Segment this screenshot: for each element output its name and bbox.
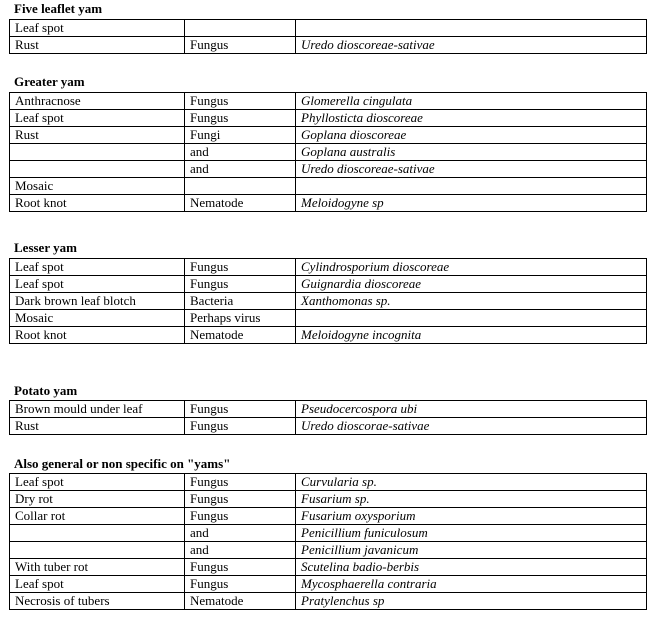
table-row (10, 474, 647, 491)
disease-cell: Leaf spot (10, 576, 185, 593)
table-row (10, 161, 647, 178)
section-title-greater-yam: Greater yam (14, 74, 85, 89)
agent-type-cell: Fungus (185, 576, 296, 593)
agent-type-cell: and (185, 542, 296, 559)
agent-type-cell: and (185, 144, 296, 161)
pathogen-cell (296, 178, 647, 195)
table-row (10, 327, 647, 344)
pathogen-cell (296, 310, 647, 327)
disease-cell: Leaf spot (10, 259, 185, 276)
agent-type-cell: Fungus (185, 559, 296, 576)
agent-type-cell: Nematode (185, 593, 296, 610)
agent-type-cell: and (185, 161, 296, 178)
pathogen-cell: Fusarium sp. (296, 491, 647, 508)
table-body (10, 401, 647, 435)
pathogen-cell: Goplana australis (296, 144, 647, 161)
table-row (10, 127, 647, 144)
agent-type-cell: Nematode (185, 327, 296, 344)
agent-type-cell: Fungus (185, 37, 296, 54)
pathogen-cell: Uredo dioscoreae-sativae (296, 37, 647, 54)
table-general-yams (9, 473, 647, 610)
table-row (10, 559, 647, 576)
section-title-lesser-yam: Lesser yam (14, 240, 77, 255)
agent-type-cell: Fungus (185, 418, 296, 435)
pathogen-cell: Pseudocercospora ubi (296, 401, 647, 418)
agent-type-cell: Bacteria (185, 293, 296, 310)
disease-cell: Leaf spot (10, 276, 185, 293)
disease-cell: Leaf spot (10, 20, 185, 37)
disease-cell: Rust (10, 37, 185, 54)
disease-cell: With tuber rot (10, 559, 185, 576)
table-lesser-yam (9, 258, 647, 344)
table-row (10, 276, 647, 293)
table-row (10, 401, 647, 418)
table-row (10, 195, 647, 212)
table-row (10, 259, 647, 276)
section-title-general-yams: Also general or non specific on "yams" (14, 456, 231, 471)
pathogen-cell: Meloidogyne incognita (296, 327, 647, 344)
section-title-potato-yam: Potato yam (14, 383, 78, 398)
disease-cell: Dark brown leaf blotch (10, 293, 185, 310)
disease-cell: Rust (10, 127, 185, 144)
pathogen-cell: Fusarium oxysporium (296, 508, 647, 525)
agent-type-cell: Fungus (185, 259, 296, 276)
disease-cell: Leaf spot (10, 110, 185, 127)
table-row (10, 93, 647, 110)
table-row (10, 178, 647, 195)
agent-type-cell: Fungus (185, 508, 296, 525)
pathogen-cell: Meloidogyne sp (296, 195, 647, 212)
pathogen-cell: Curvularia sp. (296, 474, 647, 491)
pathogen-cell: Goplana dioscoreae (296, 127, 647, 144)
table-row (10, 37, 647, 54)
table-row (10, 508, 647, 525)
agent-type-cell: and (185, 525, 296, 542)
agent-type-cell: Fungus (185, 474, 296, 491)
pathogen-cell: Penicillium funiculosum (296, 525, 647, 542)
table-row (10, 491, 647, 508)
agent-type-cell: Perhaps virus (185, 310, 296, 327)
pathogen-cell: Guignardia dioscoreae (296, 276, 647, 293)
disease-cell: Mosaic (10, 178, 185, 195)
disease-cell: Root knot (10, 327, 185, 344)
table-row (10, 418, 647, 435)
agent-type-cell (185, 20, 296, 37)
section-title-five-leaflet-yam: Five leaflet yam (14, 1, 103, 16)
table-body (10, 259, 647, 344)
disease-cell (10, 144, 185, 161)
table-potato-yam (9, 400, 647, 435)
pathogen-cell: Xanthomonas sp. (296, 293, 647, 310)
pathogen-cell: Penicillium javanicum (296, 542, 647, 559)
pathogen-cell: Pratylenchus sp (296, 593, 647, 610)
table-five-leaflet-yam (9, 19, 647, 54)
table-row (10, 144, 647, 161)
agent-type-cell: Fungi (185, 127, 296, 144)
pathogen-cell: Glomerella cingulata (296, 93, 647, 110)
disease-cell: Collar rot (10, 508, 185, 525)
agent-type-cell: Nematode (185, 195, 296, 212)
table-row (10, 542, 647, 559)
table-greater-yam (9, 92, 647, 212)
pathogen-cell: Uredo dioscorae-sativae (296, 418, 647, 435)
table-row (10, 593, 647, 610)
table-row (10, 20, 647, 37)
table-row (10, 293, 647, 310)
table-body (10, 20, 647, 54)
disease-cell: Mosaic (10, 310, 185, 327)
disease-cell (10, 542, 185, 559)
pathogen-cell: Scutelina badio-berbis (296, 559, 647, 576)
pathogen-cell (296, 20, 647, 37)
disease-cell: Leaf spot (10, 474, 185, 491)
disease-cell: Root knot (10, 195, 185, 212)
pathogen-cell: Cylindrosporium dioscoreae (296, 259, 647, 276)
pathogen-cell: Phyllosticta dioscoreae (296, 110, 647, 127)
table-row (10, 310, 647, 327)
agent-type-cell (185, 178, 296, 195)
disease-cell: Necrosis of tubers (10, 593, 185, 610)
disease-cell: Brown mould under leaf (10, 401, 185, 418)
disease-cell (10, 161, 185, 178)
agent-type-cell: Fungus (185, 110, 296, 127)
pathogen-cell: Mycosphaerella contraria (296, 576, 647, 593)
table-body (10, 474, 647, 610)
disease-cell: Rust (10, 418, 185, 435)
disease-cell: Dry rot (10, 491, 185, 508)
agent-type-cell: Fungus (185, 401, 296, 418)
table-row (10, 110, 647, 127)
agent-type-cell: Fungus (185, 93, 296, 110)
table-body (10, 93, 647, 212)
disease-cell (10, 525, 185, 542)
agent-type-cell: Fungus (185, 276, 296, 293)
disease-cell: Anthracnose (10, 93, 185, 110)
table-row (10, 576, 647, 593)
table-row (10, 525, 647, 542)
pathogen-cell: Uredo dioscoreae-sativae (296, 161, 647, 178)
agent-type-cell: Fungus (185, 491, 296, 508)
